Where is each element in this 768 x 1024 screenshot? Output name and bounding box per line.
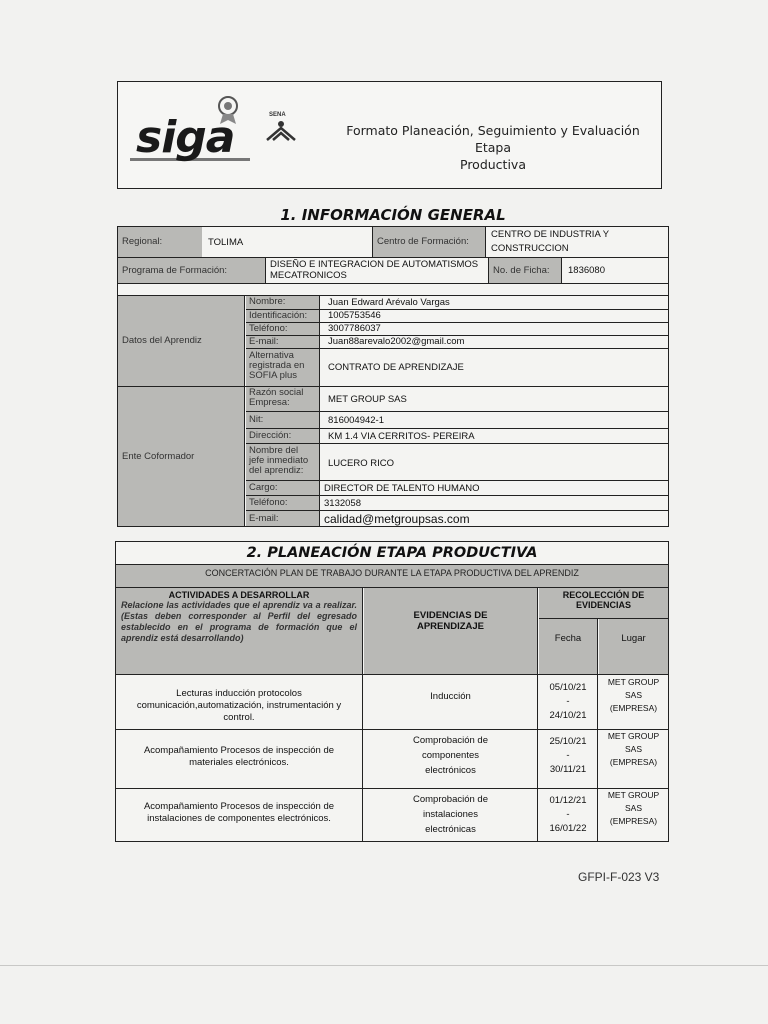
section2-title: 2. PLANEACIÓN ETAPA PRODUCTIVA <box>246 545 538 561</box>
plan-fecha-sep: - <box>566 750 570 761</box>
plan-lugar-1: MET GROUP <box>607 731 660 741</box>
plan-evidencia: Inducción <box>364 675 538 729</box>
plan-lugar-3: (EMPRESA) <box>609 816 658 826</box>
razon-value: MET GROUP SAS <box>328 394 407 405</box>
razon-label-line-2: Empresa: <box>249 397 290 408</box>
cargo-label: Cargo: <box>246 481 320 495</box>
aprendiz-label: Identificación: <box>246 309 320 322</box>
plan-lugar-2: SAS <box>624 803 642 813</box>
plan-fecha <box>539 675 598 729</box>
section2-subtitle: CONCERTACIÓN PLAN DE TRABAJO DURANTE LA ETAPA PRODUCTIVA DEL APRENDIZ <box>116 565 668 587</box>
aprendiz-value: 1005753546 <box>328 310 381 321</box>
plan-fecha-inicio: 05/10/21 <box>549 682 587 693</box>
plan-fecha-sep: - <box>566 809 570 820</box>
jefe-label-line-3: del aprendiz: <box>249 465 304 476</box>
plan-fecha <box>539 788 598 842</box>
document-title-line-1: Formato Planeación, Seguimiento y Evaluación Etapa <box>346 123 640 155</box>
alternativa-value: CONTRATO DE APRENDIZAJE <box>328 362 464 373</box>
actividades-header-desc: Relacione las actividades que el aprendiz va a realizar. (Estas deben corresponder al Perfil del egresado establecido en el programa de formación que el aprendiz está desarrollando) <box>121 600 357 643</box>
recoleccion-header: RECOLECCIÓN DE EVIDENCIAS <box>539 588 668 618</box>
plan-fecha-fin: 30/11/21 <box>549 764 587 775</box>
plan-lugar-3: (EMPRESA) <box>609 757 658 767</box>
plan-lugar-1: MET GROUP <box>607 790 660 800</box>
ficha-label: No. de Ficha: <box>488 258 562 283</box>
plan-lugar-2: SAS <box>624 690 642 700</box>
plan-evidencia: Comprobación de componentes electrónicos <box>364 729 538 788</box>
sena-logo-icon <box>263 120 299 142</box>
plan-evidencia: Comprobación de instalaciones electrónicas <box>364 788 538 842</box>
aprendiz-label: Nombre: <box>246 296 320 309</box>
alternativa-label-line-2: registrada en <box>249 360 305 371</box>
aprendiz-label: Teléfono: <box>246 322 320 335</box>
alternativa-label <box>246 348 320 386</box>
actividades-header-title: ACTIVIDADES A DESARROLLAR <box>168 590 310 600</box>
plan-fecha-inicio: 25/10/21 <box>549 736 587 747</box>
regional-value: TOLIMA <box>208 237 244 248</box>
actividades-header <box>116 588 363 674</box>
plan-fecha-sep: - <box>566 696 570 707</box>
cargo-value: DIRECTOR DE TALENTO HUMANO <box>324 483 480 494</box>
header-box <box>117 81 662 189</box>
regional-label: Regional: <box>118 227 202 257</box>
plan-actividad: Lecturas inducción protocolos comunicación,automatización, instrumentación y control. <box>116 675 363 729</box>
plan-lugar <box>599 675 668 729</box>
aprendiz-value: Juan88arevalo2002@gmail.com <box>328 336 465 347</box>
nit-value: 816004942-1 <box>328 415 384 426</box>
tel2-label: Teléfono: <box>246 496 320 510</box>
plan-fecha-fin: 24/10/21 <box>549 710 587 721</box>
aprendiz-group-label: Datos del Aprendiz <box>118 296 245 386</box>
plan-fecha <box>539 729 598 788</box>
plan-lugar <box>599 788 668 842</box>
section1-title: 1. INFORMACIÓN GENERAL <box>280 206 506 224</box>
info-general-table <box>117 226 669 527</box>
centro-value-line-2: CONSTRUCCION <box>491 243 569 254</box>
row-divider-4 <box>246 348 668 349</box>
email2-value: calidad@metgroupsas.com <box>324 512 470 526</box>
plan-lugar-3: (EMPRESA) <box>609 703 658 713</box>
jefe-label-line-1: Nombre del <box>249 445 299 456</box>
jefe-value: LUCERO RICO <box>328 458 394 469</box>
razon-label-line-1: Razón social <box>249 387 304 398</box>
alternativa-label-line-1: Alternativa <box>249 350 294 361</box>
sena-text: SENA <box>269 112 286 118</box>
email2-label: E-mail: <box>246 511 320 526</box>
planeacion-table <box>115 541 669 842</box>
plan-fecha-inicio: 01/12/21 <box>549 795 587 806</box>
aprendiz-label: E-mail: <box>246 335 320 348</box>
jefe-label <box>246 444 320 480</box>
plan-lugar <box>599 729 668 788</box>
document-title-line-2: Productiva <box>460 157 526 172</box>
ficha-value: 1836080 <box>568 265 605 276</box>
document-title <box>328 122 658 173</box>
nit-label: Nit: <box>246 412 320 428</box>
plan-lugar-1: MET GROUP <box>607 677 660 687</box>
aprendiz-row-divider <box>320 309 668 310</box>
centro-value <box>491 229 666 254</box>
razon-label <box>246 387 320 411</box>
direccion-label: Dirección: <box>246 429 320 443</box>
lugar-header: Lugar <box>599 619 668 674</box>
plan-fecha-fin: 16/01/22 <box>549 823 587 834</box>
fecha-header: Fecha <box>539 619 598 674</box>
plan-actividad: Acompañamiento Procesos de inspección de materiales electrónicos. <box>116 729 363 788</box>
siga-logo <box>128 90 258 170</box>
aprendiz-row-divider <box>320 335 668 336</box>
centro-label: Centro de Formación: <box>372 227 486 257</box>
page-bottom-line <box>0 965 768 966</box>
plan-lugar-2: SAS <box>624 744 642 754</box>
centro-value-line-1: CENTRO DE INDUSTRIA Y <box>491 229 610 240</box>
evidencias-header: EVIDENCIAS DE APRENDIZAJE <box>364 588 538 674</box>
plan-actividad: Acompañamiento Procesos de inspección de instalaciones de componentes electrónicos. <box>116 788 363 842</box>
form-code: GFPI-F-023 V3 <box>578 870 660 884</box>
tel2-value: 3132058 <box>324 498 361 509</box>
direccion-value: KM 1.4 VIA CERRITOS- PEREIRA <box>328 431 475 442</box>
aprendiz-value: 3007786037 <box>328 323 381 334</box>
aprendiz-value: Juan Edward Arévalo Vargas <box>328 297 450 308</box>
programa-label: Programa de Formación: <box>118 258 266 283</box>
siga-logo-text: siga <box>136 112 235 163</box>
programa-value-line-1: DISEÑO E INTEGRACION DE AUTOMATISMOS <box>270 259 479 270</box>
programa-value-line-2: MECATRONICOS <box>270 270 347 281</box>
sena-logo <box>263 112 299 150</box>
alternativa-label-line-3: SOFIA plus <box>249 370 298 381</box>
coformador-group-label: Ente Coformador <box>118 387 245 526</box>
programa-value <box>270 259 485 281</box>
row-divider-2 <box>118 283 668 284</box>
jefe-label-line-2: jefe inmediato <box>249 455 309 466</box>
aprendiz-row-divider <box>320 322 668 323</box>
